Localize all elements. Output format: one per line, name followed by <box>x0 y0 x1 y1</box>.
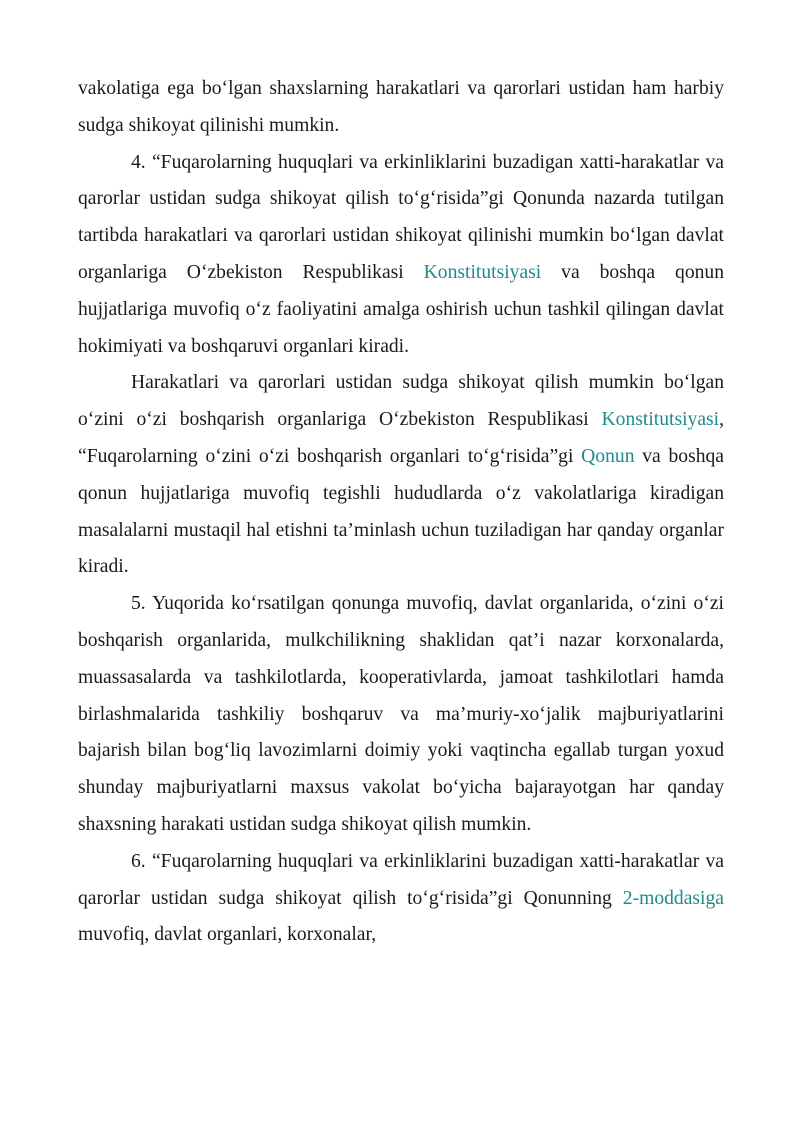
article-2-link[interactable]: 2-moddasiga <box>622 887 724 909</box>
paragraph-text: muvofiq, davlat organlari, korxonalar, <box>78 924 377 946</box>
paragraph-text: va boshqa qonun hujjatlariga muvofiq o‘z faoliyatini amalga oshirish uchun tashkil qilingan davlat hokimiyati va boshqaruvi organlari kiradi. <box>78 261 725 357</box>
constitution-link[interactable]: Konstitutsiyasi <box>601 409 720 431</box>
paragraph-text: vakolatiga ega bo‘lgan shaxslarning harakatlari va qarorlari ustidan ham harbiy sudga shikoyat qilinishi mumkin. <box>78 78 724 136</box>
paragraph-text: 6. “Fuqarolarning huquqlari va erkinliklarini buzadigan xatti-harakatlar va qarorlar ustidan sudga shikoyat qilish to‘g‘risida”gi Qonunning <box>78 850 724 909</box>
document-page <box>78 71 724 954</box>
paragraph-text: 4. “Fuqarolarning huquqlari va erkinliklarini buzadigan xatti-harakatlar va qarorlar ustidan sudga shikoyat qilish to‘g‘risida”gi Qonunda nazarda tutilgan tartibda harakatlari va qarorlari ustidan shikoyat qilinishi mumkin bo‘lgan davlat organlariga O‘zbekiston Respublikasi <box>78 151 724 283</box>
paragraph-text: , “Fuqarolarning o‘zini o‘zi boshqarish organlari to‘g‘risida”gi <box>78 409 724 467</box>
constitution-link[interactable]: Konstitutsiyasi <box>423 261 542 283</box>
paragraph-item-6 <box>78 844 724 954</box>
paragraph-continuation <box>78 71 724 145</box>
paragraph-text: va boshqa qonun hujjatlariga muvofiq tegishli hududlarda o‘z vakolatlariga kiradigan masalalarni mustaqil hal etishni ta’minlash uchun tuziladigan har qanday organlar kiradi. <box>78 445 724 578</box>
paragraph-text: 5. Yuqorida ko‘rsatilgan qonunga muvofiq, davlat organlarida, o‘zini o‘zi boshqarish organlarida, mulkchilikning shaklidan qat’i nazar korxonalarda, muassasalarda va tashkilotlarda, kooperativlarda, jamoat tashkilotlari hamda birlashmalarida tashkiliy boshqaruv va ma’muriy-xo‘jalik majburiyatlarini bajarish bilan bog‘liq lavozimlarni doimiy yoki vaqtincha egallab turgan yoxud shunday majburiyatlarni maxsus vakolat bo‘yicha bajarayotgan har qanday shaxsning harakati ustidan sudga shikoyat qilish mumkin. <box>78 593 724 835</box>
paragraph-self-government <box>78 365 724 586</box>
paragraph-text: Harakatlari va qarorlari ustidan sudga shikoyat qilish mumkin bo‘lgan o‘zini o‘zi boshqarish organlariga O‘zbekiston Respublikasi <box>78 372 724 431</box>
law-link[interactable]: Qonun <box>581 445 635 467</box>
paragraph-item-5 <box>78 586 724 844</box>
paragraph-item-4 <box>78 145 724 366</box>
